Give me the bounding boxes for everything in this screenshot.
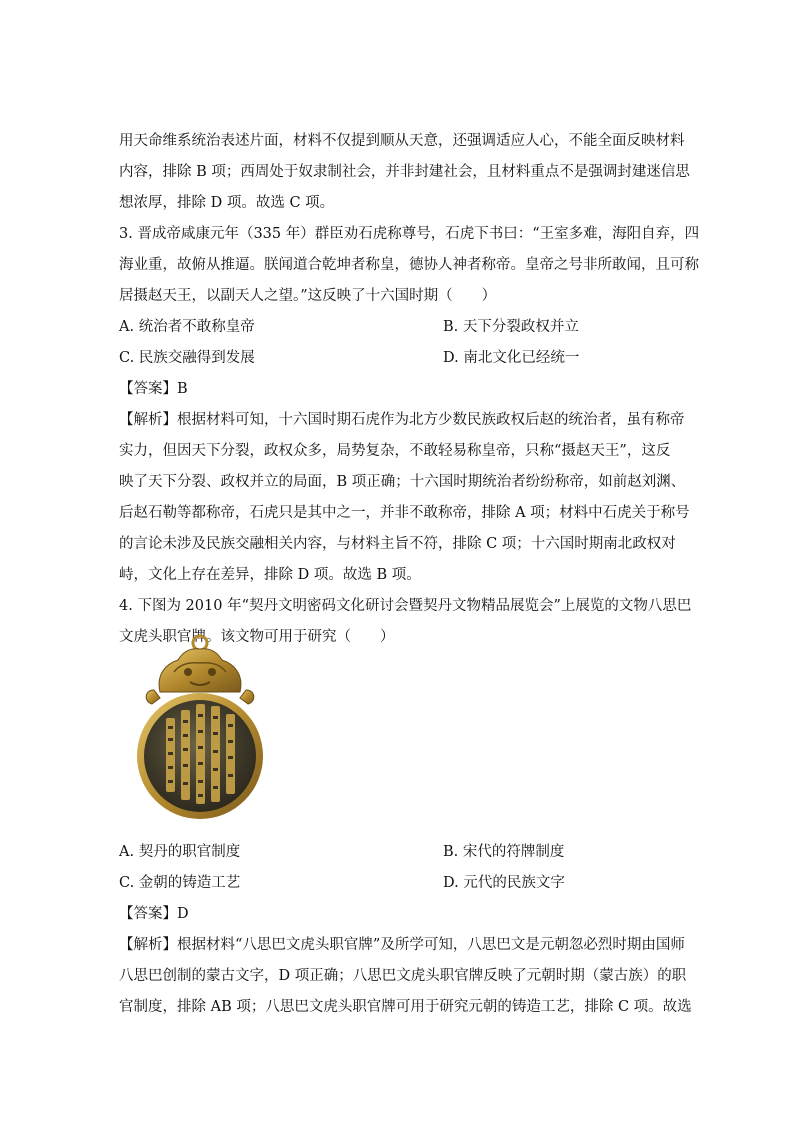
question-4-stem: 文虎头职官牌。该文物可用于研究（ ） <box>119 629 395 645</box>
question-4-option-d: D. 元代的民族文字 <box>443 875 565 891</box>
question-4-option-b: B. 宋代的符牌制度 <box>443 844 565 860</box>
question-4-analysis: 【解析】根据材料“八思巴文虎头职官牌”及所学可知，八思巴文是元朝忽必烈时期由国师 <box>119 937 685 953</box>
question-3-analysis: 映了天下分裂、政权并立的局面，B 项正确；十六国时期统治者纷纷称帝，如前赵刘渊、 <box>119 474 686 490</box>
question-3-option-d: D. 南北文化已经统一 <box>443 350 580 366</box>
question-3-analysis: 实力，但因天下分裂，政权众多，局势复杂，不敢轻易称皇帝，只称“摄赵天王”，这反 <box>119 443 671 459</box>
question-3-analysis: 峙，文化上存在差异，排除 D 项。故选 B 项。 <box>119 567 421 583</box>
question-3-option-b: B. 天下分裂政权并立 <box>443 319 579 335</box>
question-3-stem: 居摄赵天王，以副天人之望。”这反映了十六国时期（ ） <box>119 288 497 304</box>
question-4-answer: 【答案】D <box>119 906 189 922</box>
question-4-option-a: A. 契丹的职官制度 <box>119 844 241 860</box>
question-3-analysis: 后赵石勒等都称帝，石虎只是其中之一，并非不敢称帝，排除 A 项；材料中石虎关于称号 <box>119 505 690 521</box>
question-3-stem: 3. 晋成帝咸康元年（335 年）群臣劝石虎称尊号，石虎下书曰：“王室多难，海阳自弃，四 <box>119 226 700 242</box>
question-3-option-a: A. 统治者不敢称皇帝 <box>119 319 255 335</box>
question-3-analysis: 的言论未涉及民族交融相关内容，与材料主旨不符，排除 C 项；十六国时期南北政权对 <box>119 536 676 552</box>
question-4-analysis: 官制度，排除 AB 项；八思巴文虎头职官牌可用于研究元朝的铸造工艺，排除 C 项。故选 <box>119 999 692 1015</box>
question-3-option-c: C. 民族交融得到发展 <box>119 350 255 366</box>
paragraph-line: 想浓厚，排除 D 项。故选 C 项。 <box>119 195 335 211</box>
question-4-option-c: C. 金朝的铸造工艺 <box>119 875 241 891</box>
paragraph-line: 用天命维系统治表述片面，材料不仅提到顺从天意，还强调适应人心，不能全面反映材料 <box>119 133 685 149</box>
question-4-analysis: 八思巴创制的蒙古文字，D 项正确；八思巴文虎头职官牌反映了元朝时期（蒙古族）的职 <box>119 968 687 984</box>
question-3-analysis: 【解析】根据材料可知，十六国时期石虎作为北方少数民族政权后赵的统治者，虽有称帝 <box>119 412 685 428</box>
paragraph-line: 内容，排除 B 项；西周处于奴隶制社会，并非封建社会，且材料重点不是强调封建迷信思 <box>119 164 690 180</box>
tiger-head-tablet-image <box>130 634 268 820</box>
question-3-stem: 海业重，故俯从推逼。朕闻道合乾坤者称皇，德协人神者称帝。皇帝之号非所敢闻，且可称 <box>119 257 699 273</box>
question-4-stem: 4. 下图为 2010 年“契丹文明密码文化研讨会暨契丹文物精品展览会”上展览的文物八思巴 <box>119 598 692 614</box>
question-3-answer: 【答案】B <box>119 381 188 397</box>
